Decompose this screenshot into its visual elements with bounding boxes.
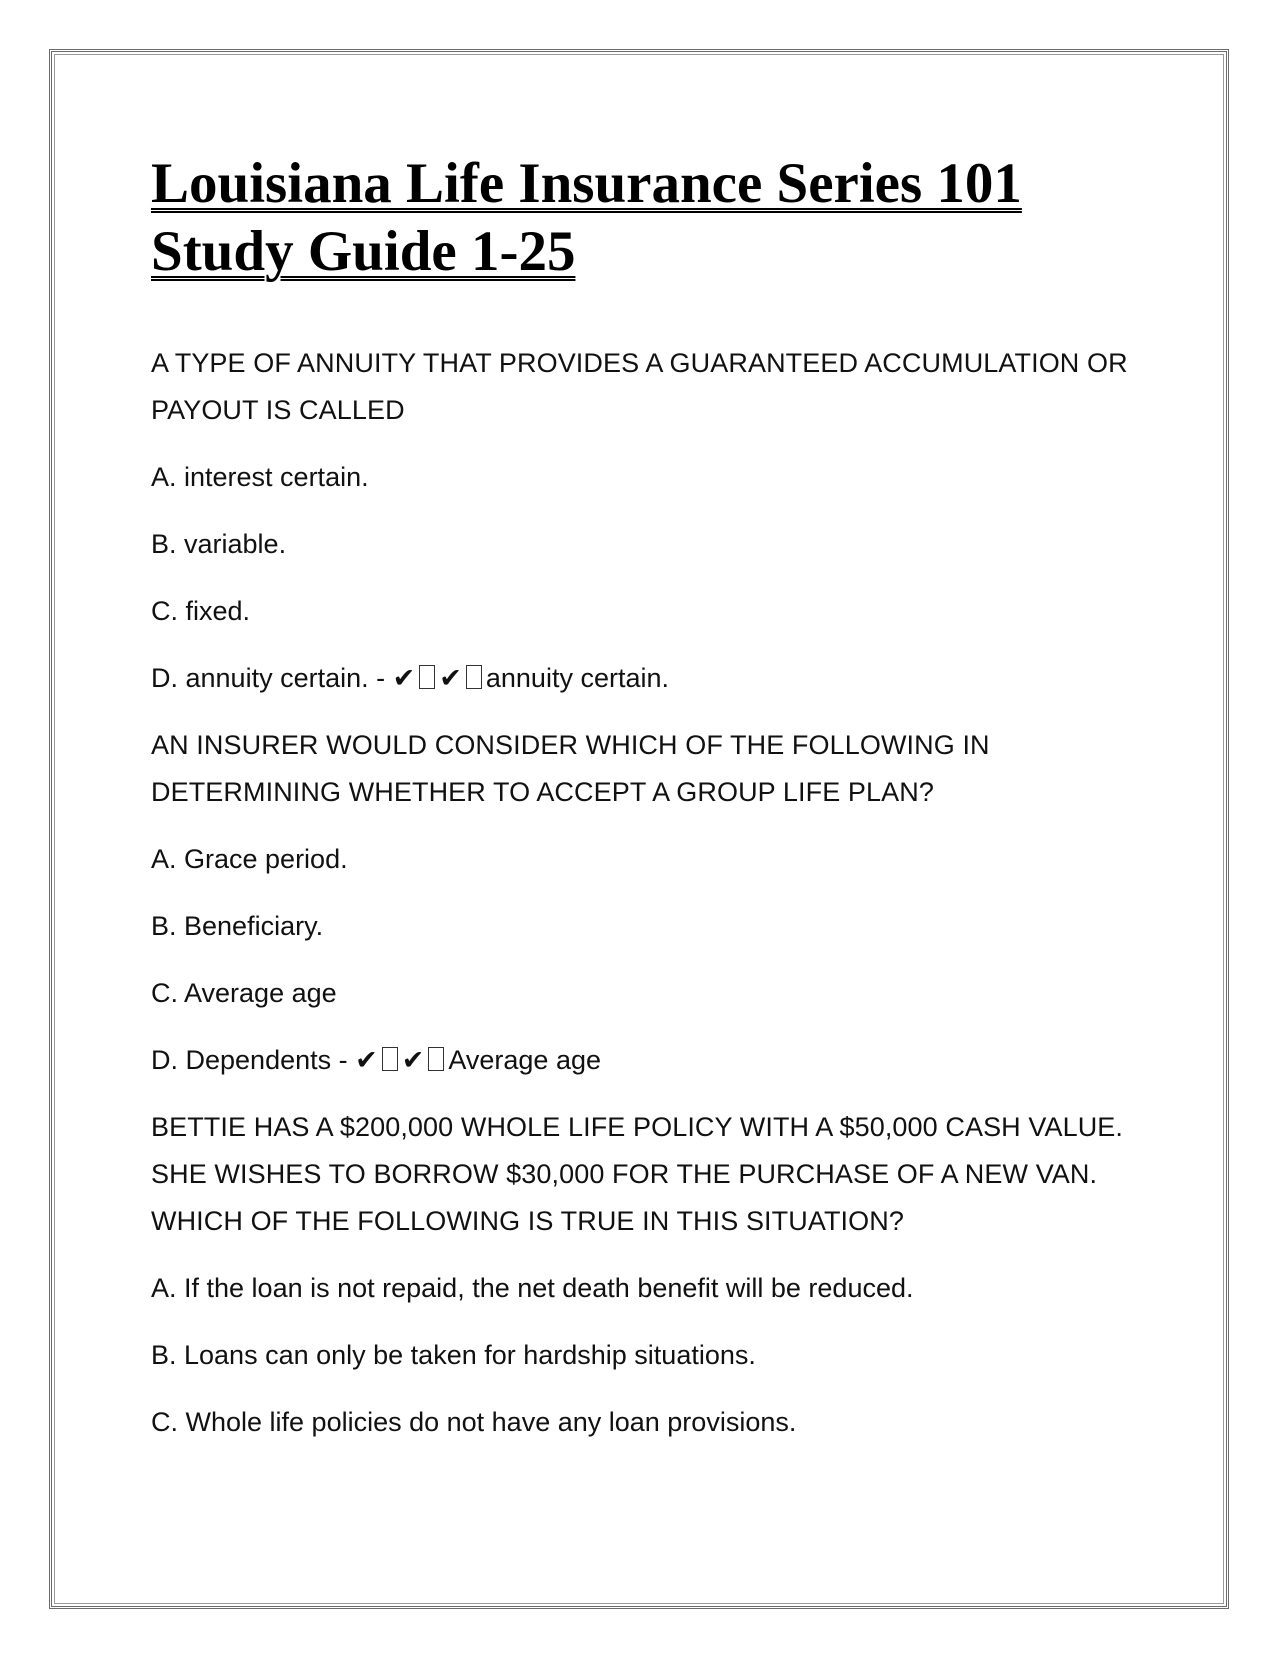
answer-option: A. If the loan is not repaid, the net death benefit will be reduced. [151,1273,914,1303]
answer-option: C. fixed. [151,596,251,626]
answer-option-with-key [151,655,1151,702]
correct-answer: Average age [448,1045,602,1075]
checkbox-glyph-icon [466,665,482,689]
document-body [151,150,1151,1466]
checkmark-icon: ✔ [392,663,416,694]
question-prompt: BETTIE HAS A $200,000 WHOLE LIFE POLICY WITH A $50,000 CASH VALUE. SHE WISHES TO BORROW $30,000 FOR THE PURCHASE OF A NEW VAN. WHICH OF THE FOLLOWING IS TRUE IN THIS SITUATION? [151,1112,1124,1236]
correct-answer: annuity certain. [485,663,669,693]
answer-option-label: D. Dependents - [151,1045,348,1075]
checkbox-glyph-icon [419,665,435,689]
page-title [151,150,1151,286]
title-line-1: Louisiana Life Insurance Series 101 [151,152,1022,215]
checkmark-icon: ✔ [401,1045,425,1076]
answer-option: C. Average age [151,978,337,1008]
answer-option: A. interest certain. [151,462,369,492]
answer-option-label: D. annuity certain. - [151,663,386,693]
checkmark-icon: ✔ [439,663,462,694]
answer-option: B. variable. [151,529,287,559]
title-line-2: Study Guide 1-25 [151,220,576,283]
answer-option: C. Whole life policies do not have any loan provisions. [151,1407,797,1437]
checkbox-glyph-icon [382,1047,398,1071]
checkmark-icon: ✔ [355,1045,378,1076]
answer-option: B. Loans can only be taken for hardship situations. [151,1340,756,1370]
answer-option-with-key [151,1037,1151,1084]
checkbox-glyph-icon [428,1047,444,1071]
answer-option: B. Beneficiary. [151,911,324,941]
answer-option: A. Grace period. [151,844,348,874]
question-prompt: A TYPE OF ANNUITY THAT PROVIDES A GUARANTEED ACCUMULATION OR PAYOUT IS CALLED [151,348,1128,425]
question-prompt: AN INSURER WOULD CONSIDER WHICH OF THE FOLLOWING IN DETERMINING WHETHER TO ACCEPT A GROUP LIFE PLAN? [151,730,990,807]
